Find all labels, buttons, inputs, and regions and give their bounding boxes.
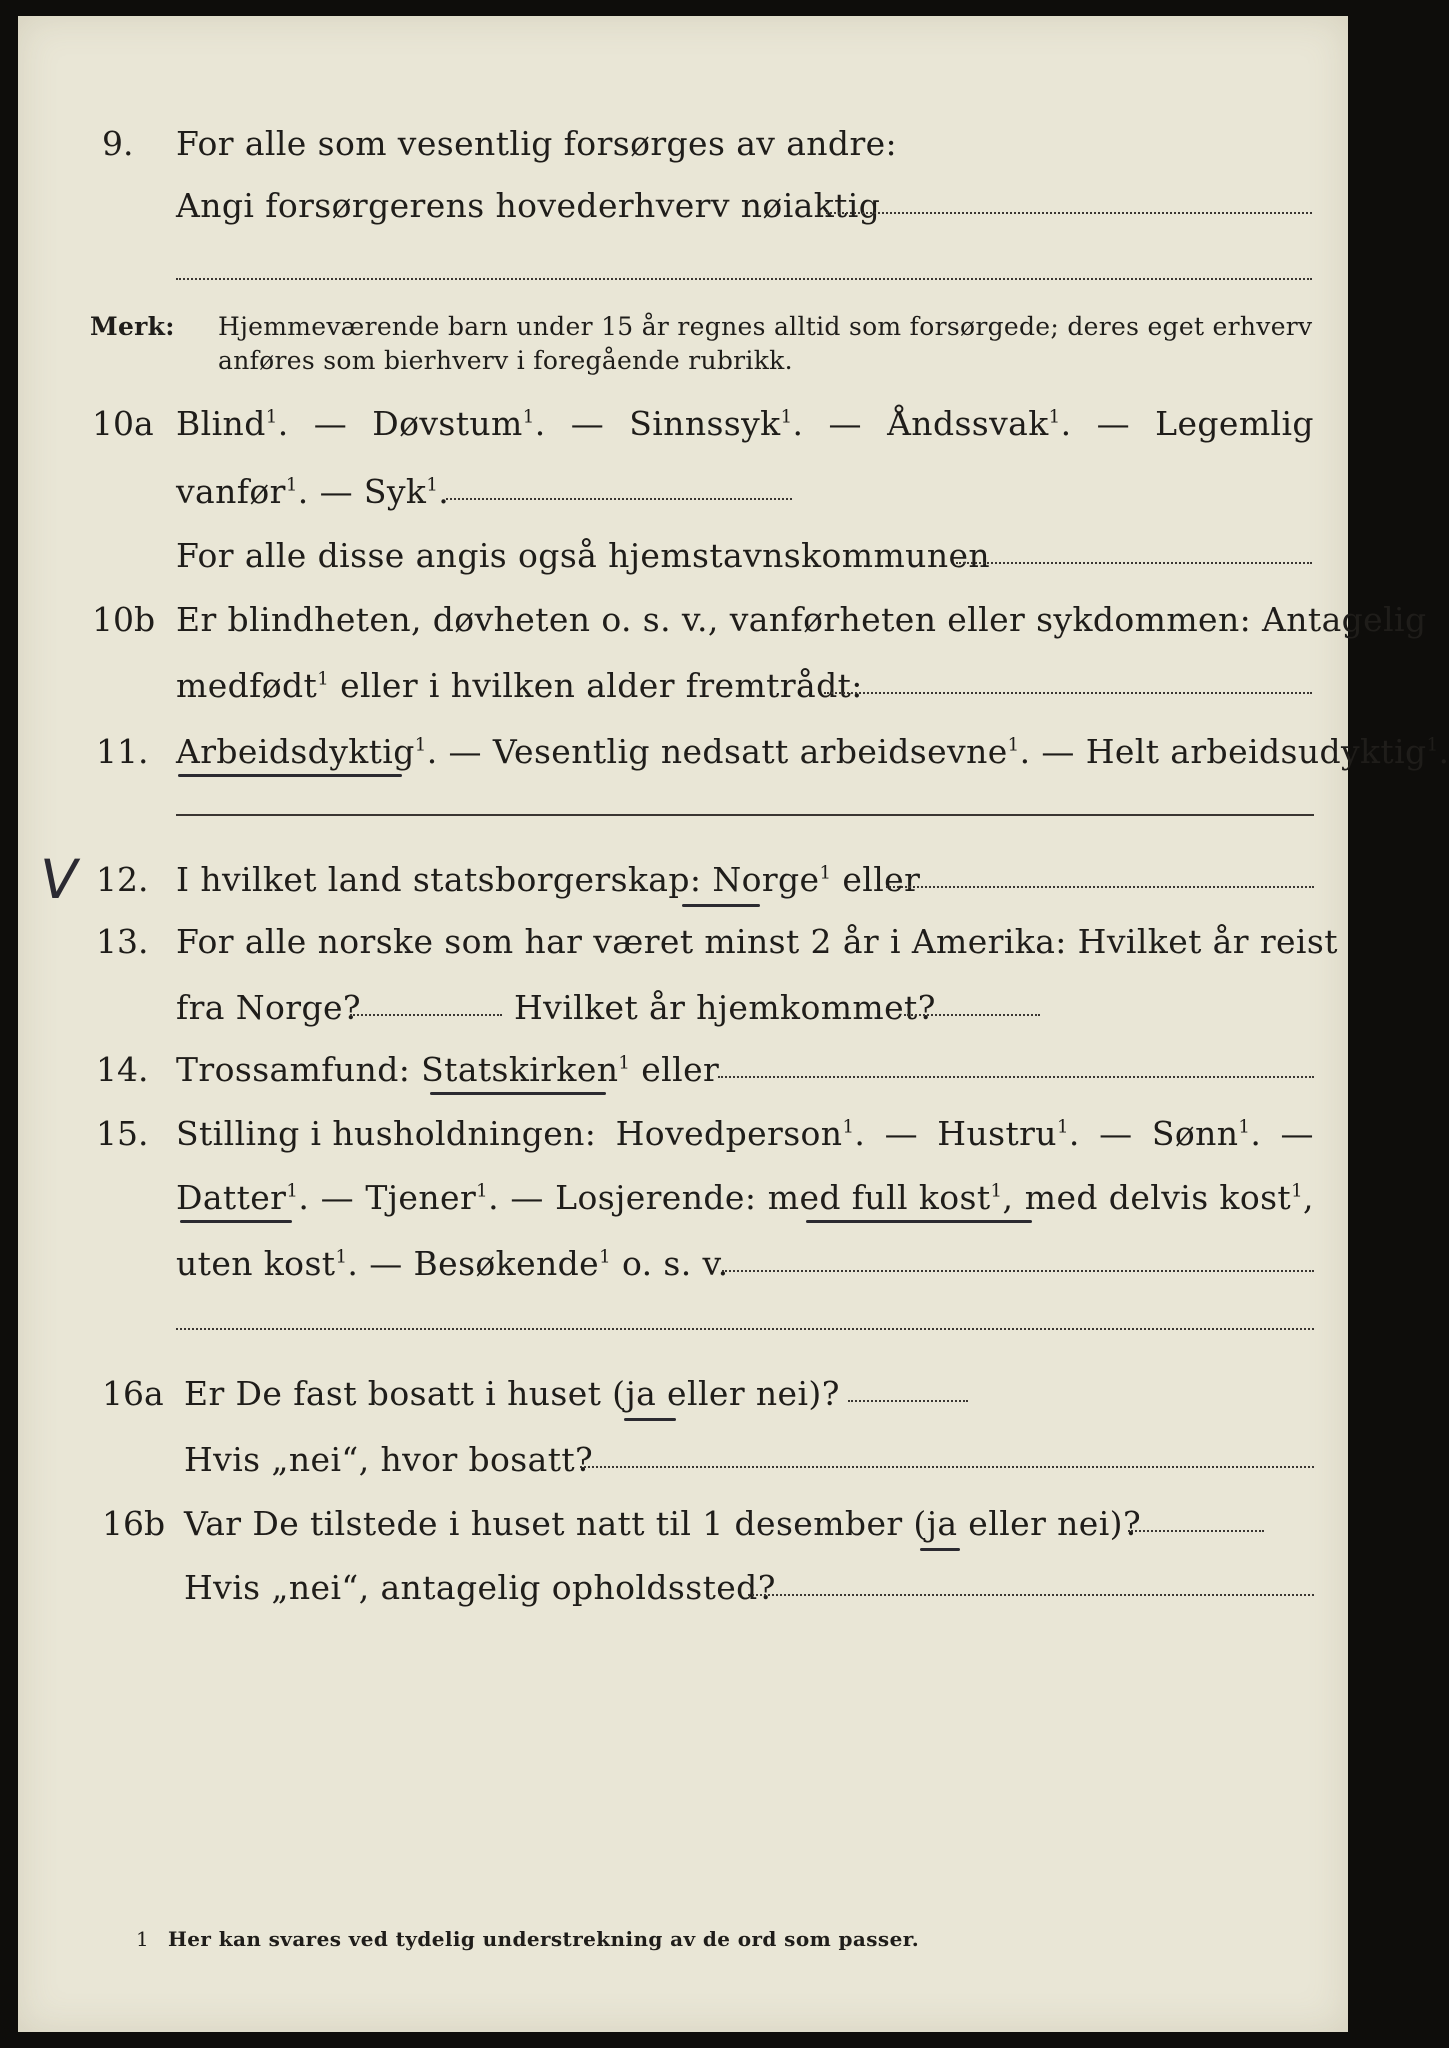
q9-answer-line[interactable]: [826, 212, 1312, 214]
q14-eller: eller: [641, 1050, 720, 1089]
q10a-line3: For alle disse angis også hjemstavnskommunen: [176, 536, 991, 575]
q16a-answer-line[interactable]: [848, 1400, 968, 1402]
q12-answer-line[interactable]: [886, 886, 1314, 888]
q10b-line2: [176, 666, 863, 706]
q15-answer-line-2[interactable]: [176, 1328, 1314, 1330]
q16a-number: 16a: [102, 1374, 164, 1413]
q15-hustru[interactable]: Hustru$^1$.: [937, 1114, 1080, 1153]
q11-options-row: [176, 732, 1449, 772]
q10a-answer-line[interactable]: [446, 498, 792, 500]
q10b-number: 10b: [92, 600, 156, 639]
dash: —: [510, 1178, 544, 1217]
q14-answer-line[interactable]: [718, 1076, 1314, 1078]
q13-line1: For alle norske som har været minst 2 år i Amerika: Hvilket år reist: [176, 922, 1338, 961]
q15-osv: o. s. v.: [621, 1244, 729, 1283]
q11-nedsatt[interactable]: Vesentlig nedsatt arbeidsevne$^1$.: [492, 732, 1031, 771]
q15-line2: [176, 1178, 1314, 1218]
dash: —: [1096, 404, 1131, 443]
q16b-opholdssted-line[interactable]: [748, 1594, 1314, 1596]
q15-losjerende: Losjerende:: [555, 1178, 757, 1217]
q15-delvis-kost[interactable]: med delvis kost$^1$,: [1024, 1178, 1314, 1217]
q15-full-kost-underline-mark: [806, 1220, 1032, 1223]
footnote-text: Her kan svares ved tydelig understrekning av de ord som passer.: [168, 1927, 920, 1951]
q9-answer-line-2[interactable]: [176, 278, 1312, 280]
q13-line2b: Hvilket år hjemkommet?: [514, 988, 936, 1027]
q9-number: 9.: [102, 124, 134, 163]
q10b-line1: Er blindheten, døvheten o. s. v., vanførheten eller sykdommen: Antagelig: [176, 600, 1427, 639]
dash: —: [448, 732, 482, 771]
q15-uten-kost[interactable]: uten kost$^1$.: [176, 1244, 359, 1283]
dash: —: [313, 404, 348, 443]
dash: —: [319, 472, 353, 511]
q15-line3: [176, 1244, 729, 1284]
q9-line2: Angi forsørgerens hovederhverv nøiaktig: [176, 186, 881, 225]
q14-text: Trossamfund:: [176, 1050, 411, 1089]
dash: —: [828, 404, 862, 443]
q10a-blind[interactable]: Blind$^1$.: [176, 404, 289, 443]
q15-datter[interactable]: Datter$^1$.: [176, 1178, 310, 1217]
q12-line: [176, 860, 920, 900]
q10a-legemlig[interactable]: Legemlig: [1155, 404, 1314, 443]
q12-number: 12.: [96, 860, 149, 899]
q10a-options-row: [176, 404, 1314, 444]
q12-eller: eller: [842, 860, 921, 899]
q15-prefix: Stilling i husholdningen:: [176, 1114, 597, 1153]
q15-besokende[interactable]: Besøkende$^1$: [413, 1244, 612, 1283]
q16a-ja-underline-mark: [624, 1418, 676, 1421]
q10a-andssvak[interactable]: Åndssvak$^1$.: [887, 404, 1072, 443]
census-form-page: [18, 16, 1449, 2032]
q13-number: 13.: [96, 922, 149, 961]
q11-udyktig[interactable]: Helt arbeidsudyktig$^1$.: [1085, 732, 1449, 771]
q12-norge[interactable]: Norge$^1$: [712, 860, 832, 899]
q15-number: 15.: [96, 1114, 149, 1153]
q15-answer-line[interactable]: [722, 1270, 1314, 1272]
q16b-answer-line[interactable]: [1128, 1530, 1264, 1532]
q15-tjener[interactable]: Tjener$^1$.: [365, 1178, 499, 1217]
note-line2: anføres som bierhverv i foregående rubrikk.: [218, 346, 793, 375]
q14-statskirken[interactable]: Statskirken$^1$: [421, 1050, 631, 1089]
q10b-alder-text: eller i hvilken alder fremtrådt:: [340, 666, 863, 705]
q15-hovedperson[interactable]: Hovedperson$^1$.: [615, 1114, 866, 1153]
note-label: Merk:: [90, 312, 175, 341]
q11-arbeidsdyktig[interactable]: Arbeidsdyktig$^1$.: [176, 732, 438, 771]
q15-datter-underline-mark: [180, 1220, 292, 1223]
q15-full-kost[interactable]: med full kost$^1$,: [767, 1178, 1014, 1217]
dash: —: [369, 1244, 403, 1283]
q16b-number: 16b: [102, 1504, 166, 1543]
q10a-dovstum[interactable]: Døvstum$^1$.: [372, 404, 546, 443]
q15-sonn[interactable]: Sønn$^1$.: [1151, 1114, 1262, 1153]
q10a-syk[interactable]: Syk$^1$.: [363, 472, 450, 511]
q16b-ja-underline-mark: [920, 1548, 960, 1551]
q11-underline-mark: [178, 774, 402, 777]
q13-reist-line[interactable]: [350, 1014, 502, 1016]
q10a-sinnssyk[interactable]: Sinnssyk$^1$.: [629, 404, 804, 443]
check-mark-icon: V: [34, 848, 83, 911]
q11-answer-line[interactable]: [176, 814, 1314, 816]
dash: —: [570, 404, 605, 443]
q14-underline-mark: [430, 1092, 606, 1095]
q15-line1: [176, 1114, 1314, 1154]
q16b-line2: Hvis „nei“, antagelig opholdssted?: [184, 1568, 776, 1607]
q16a-line2: Hvis „nei“, hvor bosatt?: [184, 1440, 594, 1479]
q13-line2a: fra Norge?: [176, 988, 362, 1027]
q13-hjemkommet-line[interactable]: [904, 1014, 1040, 1016]
q16a-bosatt-line[interactable]: [580, 1466, 1314, 1468]
q14-line: [176, 1050, 719, 1090]
q10a-vanfor[interactable]: vanfør$^1$.: [176, 472, 309, 511]
q10a-kommune-line[interactable]: [956, 562, 1312, 564]
q16b-line1: Var De tilstede i huset natt til 1 desember (ja eller nei)?: [184, 1504, 1142, 1543]
q16a-line1: Er De fast bosatt i huset (ja eller nei)?: [184, 1374, 840, 1413]
q10a-number: 10a: [92, 404, 154, 443]
q14-number: 14.: [96, 1050, 149, 1089]
q10a-line2: [176, 472, 449, 512]
dash: —: [884, 1114, 918, 1153]
q12-underline-mark: [682, 904, 760, 907]
dash: —: [1041, 732, 1075, 771]
q9-line1: For alle som vesentlig forsørges av andre:: [176, 124, 898, 163]
dash: —: [1280, 1114, 1314, 1153]
q10b-answer-line[interactable]: [824, 692, 1312, 694]
dash: —: [320, 1178, 354, 1217]
note-line1: Hjemmeværende barn under 15 år regnes alltid som forsørgede; deres eget erhverv: [218, 312, 1313, 341]
footnote-marker: 1: [136, 1927, 150, 1951]
q11-number: 11.: [96, 732, 149, 771]
q12-text: I hvilket land statsborgerskap:: [176, 860, 702, 899]
q10b-medfodt[interactable]: medfødt$^1$: [176, 666, 330, 705]
dash: —: [1099, 1114, 1133, 1153]
